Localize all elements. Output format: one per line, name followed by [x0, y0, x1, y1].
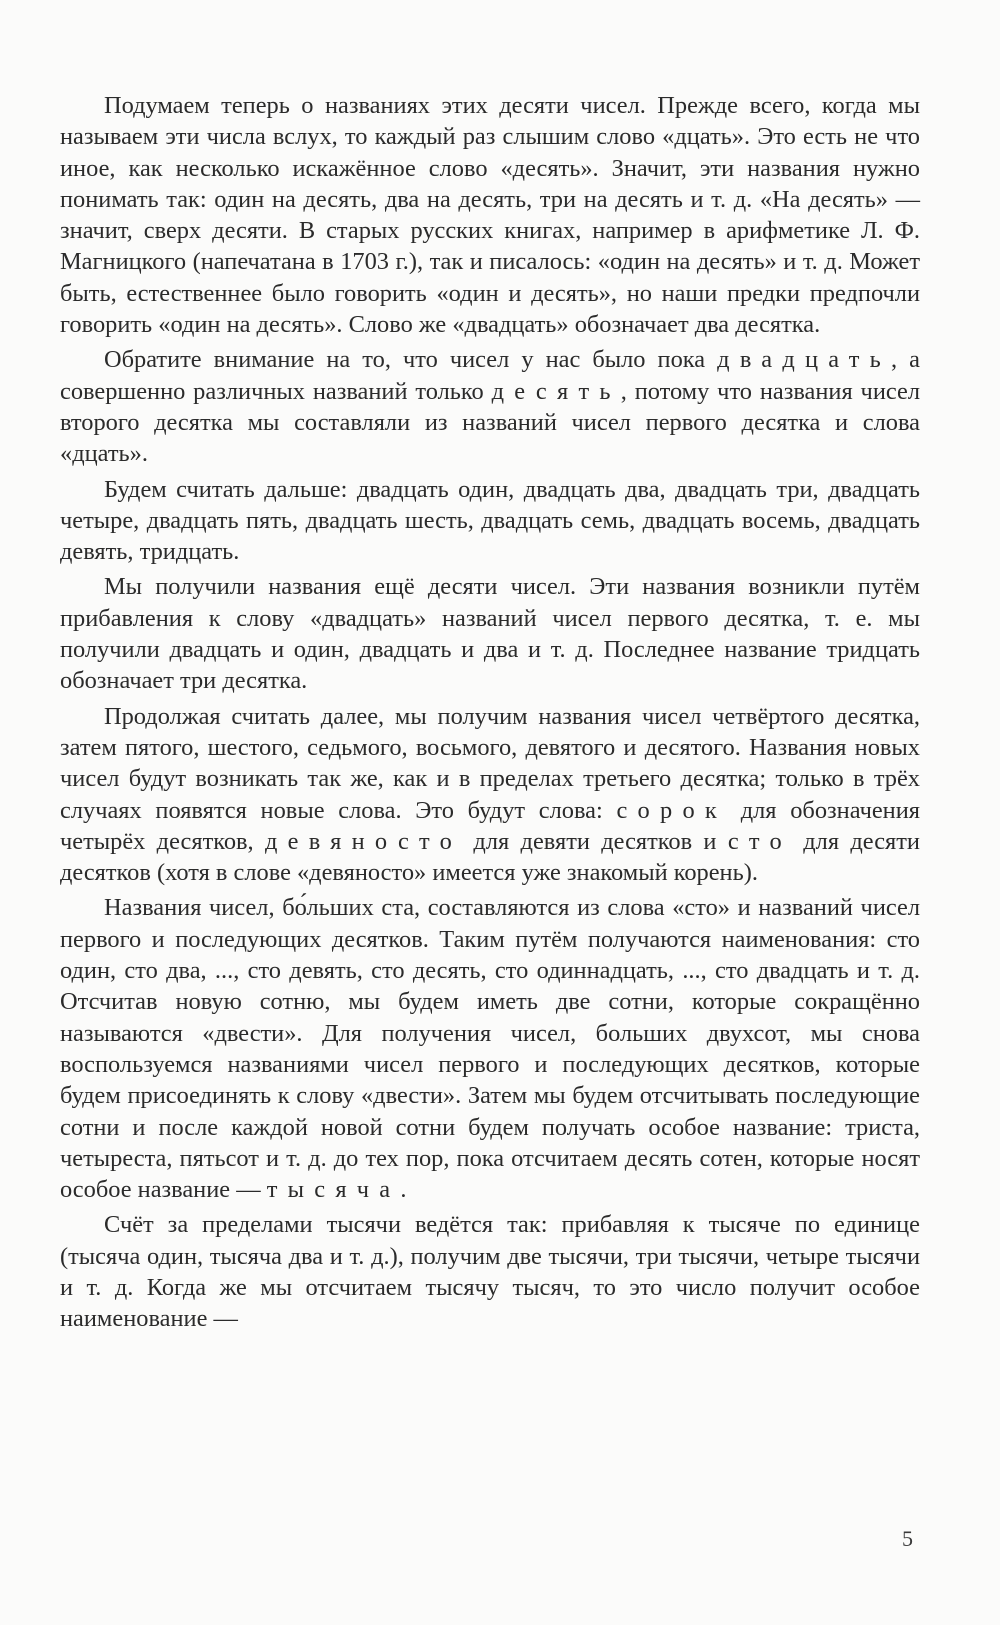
page-body: [60, 90, 920, 1339]
spaced-word-dvadtsat: двадцать: [717, 346, 892, 374]
paragraph-1-text: Подумаем теперь о названиях этих десяти чисел. Прежде всего, когда мы называем эти числа вслух, то каждый раз слышим слово «дцать». Это есть не что иное, как несколько искажённое слово «десять». Значит, эти названия нужно понимать так: один на десять, два на десять, три на десять и т. д. «На десять» — значит, сверх десяти. В старых русских книгах, например в арифметике Л. Ф. Магницкого (напечатана в 1703 г.), так и писалось: «один на десять» и т. д. Может быть, естественнее было говорить «один и десять», но наши предки предпочли говорить «один на десять». Слово же «двадцать» обозначает два десятка.: [60, 92, 920, 339]
paragraph-6: [60, 892, 920, 1205]
spaced-word-sorok: сорок: [616, 796, 727, 824]
paragraph-4: [60, 571, 920, 696]
spaced-word-desyat: десять: [491, 377, 621, 405]
paragraph-3-text: Будем считать дальше: двадцать один, двадцать два, двадцать три, двадцать четыре, двадцать пять, двадцать шесть, двадцать семь, двадцать восемь, двадцать девять, тридцать.: [60, 475, 920, 566]
paragraph-5-text-b: для обозначения четырёх десятков,: [60, 796, 920, 855]
paragraph-7-text: Счёт за пределами тысячи ведётся так: прибавляя к тысяче по единице (тысяча один, тысяча два и т. д.), получим две тысячи, три тысячи, четыре тысячи и т. д. Когда же мы отсчитаем тысячу тысяч, то это число получит особое наименование —: [60, 1211, 920, 1333]
paragraph-2-text-a: Обратите внимание на то, что чисел у нас было пока: [104, 346, 718, 374]
paragraph-4-text: Мы получили названия ещё десяти чисел. Эти названия возникли путём прибавления к слову «двадцать» названий чисел первого десятка, т. е. мы получили двадцать и один, двадцать и два и т. д. Последнее название тридцать обозначает три десятка.: [60, 573, 920, 695]
spaced-word-devyanosto: девяносто: [264, 827, 463, 855]
paragraph-2-text-c: , потому что названия чисел второго десятка мы составляли из названий чисел первого десятка и слова «дцать».: [60, 377, 920, 468]
spaced-word-tysyacha: тысяча: [266, 1176, 401, 1204]
paragraph-5: [60, 701, 920, 889]
paragraph-1: [60, 90, 920, 340]
paragraph-5-text-a: Продолжая считать далее, мы получим названия чисел четвёртого десятка, затем пятого, шестого, седьмого, восьмого, девятого и десятого. Названия новых чисел будут возникать так же, как и в пределах третьего десятка; только в трёх случаях появятся новые слова. Это будут слова:: [60, 702, 920, 824]
paragraph-2: [60, 344, 920, 469]
paragraph-6-text-a: Названия чисел, бо́льших ста, составляются из слова «сто» и названий чисел первого и последующих десятков. Таким путём получаются наименования: сто один, сто два, ..., сто девять, сто десять, сто одиннадцать, ..., сто двадцать и т. д. Отсчитав новую сотню, мы будем иметь две сотни, которые сокращённо называются «двести». Для получения чисел, больших двухсот, мы снова воспользуемся названиями чисел первого и последующих десятков, которые будем присоединять к слову «двести». Затем мы будем отсчитывать последующие сотни и после каждой новой сотни будем получать особое название: триста, четыреста, пятьсот и т. д. до тех пор, пока отсчитаем десять сотен, которые носят особое название —: [60, 894, 920, 1204]
paragraph-5-text-c: для девяти десятков и: [462, 827, 728, 855]
paragraph-6-text-b: .: [400, 1176, 407, 1204]
paragraph-5-text-d: для десяти десятков (хотя в слове «девяносто» имеется уже знакомый корень).: [60, 827, 920, 887]
page-number: 5: [902, 1526, 913, 1551]
paragraph-2-text-b: , а совершенно различных названий только: [60, 346, 920, 405]
paragraph-3: [60, 474, 920, 568]
spaced-word-sto: сто: [727, 827, 792, 855]
paragraph-7: [60, 1209, 920, 1334]
